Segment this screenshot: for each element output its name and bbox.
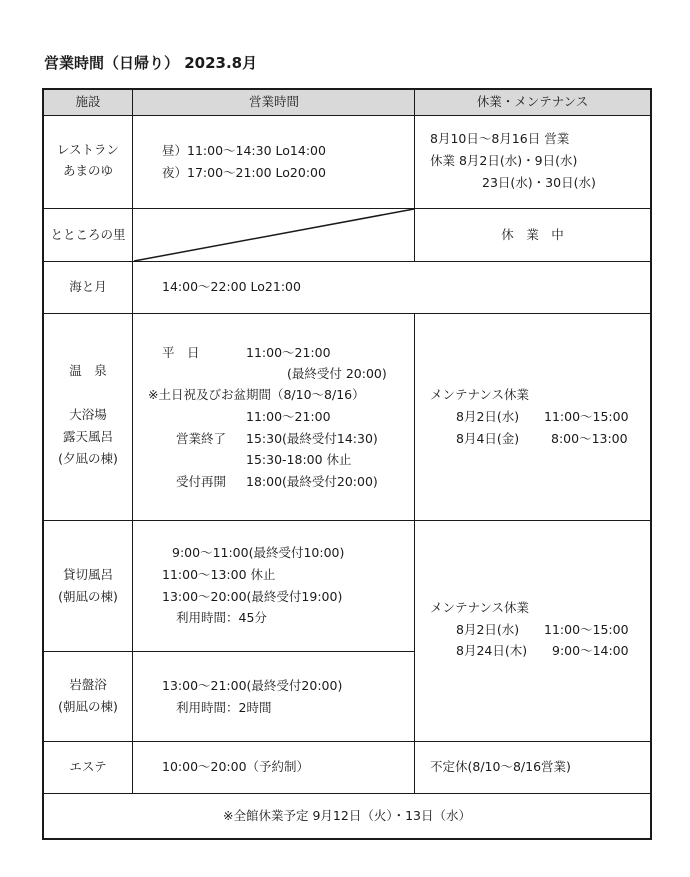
facility-todoro: とところの里 xyxy=(50,227,126,242)
facility-ganbanyoku: 岩盤浴 xyxy=(69,677,107,692)
onsen-end-time: 15:30(最終受付14:30) xyxy=(246,431,378,446)
footer-note: ※全館休業予定 9月12日（火）・13日（水） xyxy=(223,808,471,823)
onsen-holiday-hours: 11:00～21:00 xyxy=(246,409,331,424)
restaurant-closure-line: 休業 8月2日(水)・9日(水) xyxy=(430,153,578,168)
header-hours: 営業時間 xyxy=(248,94,299,109)
esthe-closure: 不定休(8/10～8/16営業) xyxy=(430,759,571,774)
esthe-hours: 10:00～20:00（予約制） xyxy=(162,759,310,774)
header-facility: 施設 xyxy=(75,94,101,109)
facility-onsen-building: (夕凪の棟) xyxy=(58,451,118,466)
kashikiri-hours: 13:00～20:00(最終受付19:00) xyxy=(162,589,343,604)
schedule-table xyxy=(42,88,652,840)
restaurant-dinner-hours: 夜）17:00～21:00 Lo20:00 xyxy=(162,165,326,180)
shared-closure-date: 8月2日(水) xyxy=(456,622,520,637)
shared-closure-title: メンテナンス休業 xyxy=(430,600,530,615)
facility-restaurant-sub: あまのゆ xyxy=(62,163,113,178)
facility-ganbanyoku-building: (朝凪の棟) xyxy=(58,699,118,714)
onsen-closure-time: 8:00～13:00 xyxy=(551,431,628,446)
onsen-reopen-time: 18:00(最終受付20:00) xyxy=(246,474,378,489)
kashikiri-duration: 利用時間：45分 xyxy=(176,610,267,625)
onsen-closure-time: 11:00～15:00 xyxy=(544,409,629,424)
page-title: 営業時間（日帰り） 2023.8月 xyxy=(44,54,258,72)
kashikiri-hours: 11:00～13:00 休止 xyxy=(162,567,276,582)
umitotsuki-hours: 14:00～22:00 Lo21:00 xyxy=(162,279,301,294)
onsen-weekday-hours: 11:00～21:00 xyxy=(246,345,331,360)
shared-closure-time: 9:00～14:00 xyxy=(552,643,629,658)
facility-onsen: 温 泉 xyxy=(69,363,107,378)
header-closure: 休業・メンテナンス xyxy=(476,94,589,109)
facility-restaurant: レストラン xyxy=(56,142,120,157)
facility-umitotsuki: 海と月 xyxy=(69,279,107,294)
restaurant-closure-line: 23日(水)・30日(水) xyxy=(482,175,596,190)
onsen-weekday-label: 平 日 xyxy=(162,345,200,360)
facility-kashikiri-building: (朝凪の棟) xyxy=(58,589,118,604)
onsen-closure-date: 8月4日(金) xyxy=(456,431,520,446)
facility-onsen-rotenburo: 露天風呂 xyxy=(62,429,113,444)
onsen-reopen-label: 受付再開 xyxy=(176,474,227,489)
ganbanyoku-duration: 利用時間：2時間 xyxy=(176,700,272,715)
shared-closure-date: 8月24日(木) xyxy=(456,643,528,658)
facility-esthe: エステ xyxy=(69,759,107,774)
facility-onsen-daiyokujo: 大浴場 xyxy=(69,407,107,422)
onsen-end-label: 営業終了 xyxy=(176,431,227,446)
todoro-closure: 休 業 中 xyxy=(501,227,564,242)
onsen-holiday-label: ※土日祝及びお盆期間（8/10～8/16） xyxy=(148,387,365,402)
onsen-weekday-last: (最終受付 20:00) xyxy=(287,366,387,381)
onsen-break: 15:30-18:00 休止 xyxy=(246,452,352,467)
kashikiri-hours: 9:00～11:00(最終受付10:00) xyxy=(172,545,345,560)
ganbanyoku-hours: 13:00～21:00(最終受付20:00) xyxy=(162,678,343,693)
onsen-closure-title: メンテナンス休業 xyxy=(430,387,530,402)
restaurant-closure-line: 8月10日～8月16日 営業 xyxy=(430,131,570,146)
restaurant-lunch-hours: 昼）11:00～14:30 Lo14:00 xyxy=(162,143,326,158)
shared-closure-time: 11:00～15:00 xyxy=(544,622,629,637)
onsen-closure-date: 8月2日(水) xyxy=(456,409,520,424)
facility-kashikiri: 貸切風呂 xyxy=(62,567,113,582)
